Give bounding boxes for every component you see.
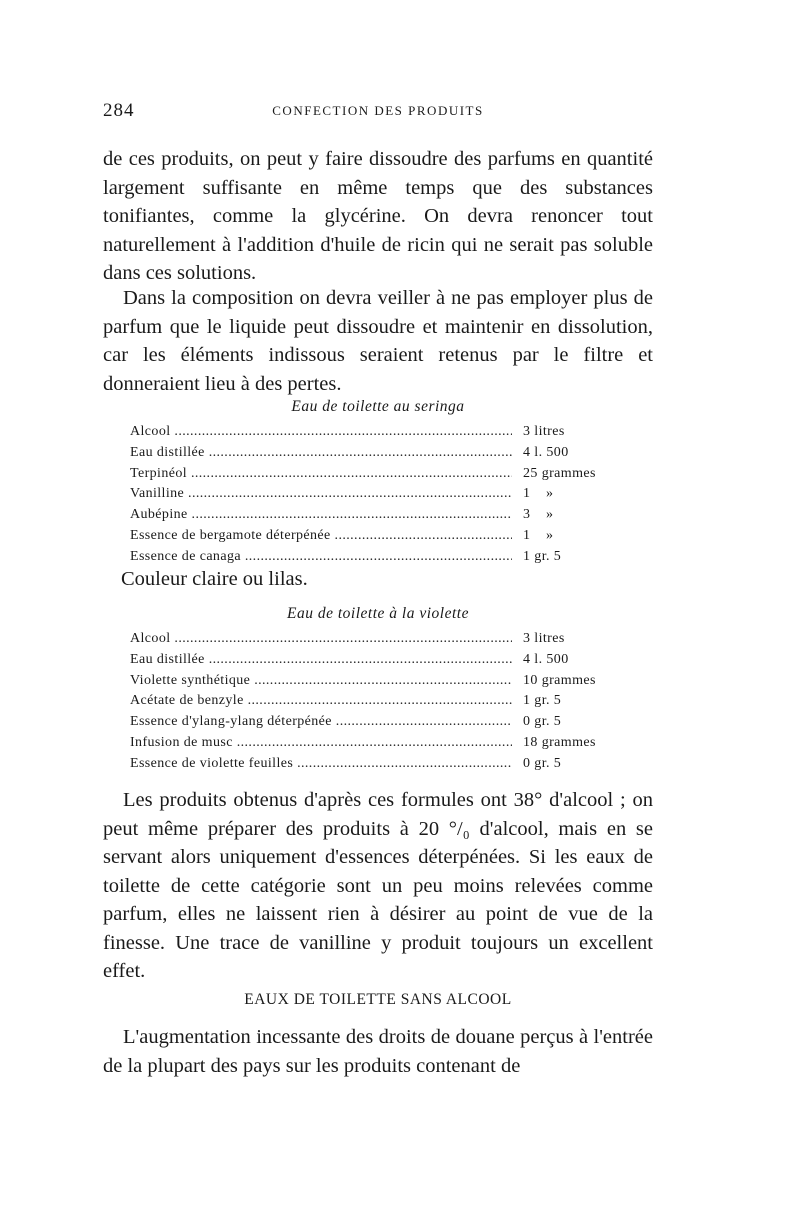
ingredient-row — [130, 526, 650, 547]
ingredient-row — [130, 422, 650, 443]
recipe-list-violette — [130, 629, 650, 775]
ingredient-quantity: 3 litres — [523, 424, 565, 439]
running-head: CONFECTION DES PRODUITS — [272, 103, 484, 118]
ingredient-row — [130, 671, 650, 692]
ingredient-name: Acétate de benzyle ..... — [130, 691, 512, 712]
ingredient-quantity: 1 » — [523, 527, 554, 543]
section-heading: EAUX DE TOILETTE SANS ALCOOL — [244, 991, 512, 1008]
page-header — [103, 100, 653, 124]
ingredient-name: Eau distillée ..... — [130, 443, 512, 464]
ingredient-name: Terpinéol ..... — [130, 464, 512, 485]
ingredient-row — [130, 505, 650, 526]
paragraph-3 — [103, 786, 653, 986]
ingredient-quantity: 3 » — [523, 507, 554, 523]
ingredient-name: Eau distillée ..... — [130, 650, 512, 671]
paragraph-text: Dans la composition on devra veiller à ne pas employer plus de parfum que le liquide peut dissoudre et maintenir en dissolution, car les éléments indissous seraient retenus par le filtre et donneraient lieu à des pertes. — [103, 287, 653, 395]
ingredient-name: Vanilline ..... — [130, 484, 512, 505]
ingredient-name: Essence de canaga ..... — [130, 547, 512, 568]
color-note: Couleur claire ou lilas. — [121, 568, 308, 590]
ingredient-quantity: 3 litres — [523, 631, 565, 646]
ingredient-row — [130, 691, 650, 712]
paragraph-4 — [103, 1023, 653, 1080]
ingredient-quantity: 1 » — [523, 486, 554, 502]
ingredient-name: Violette synthétique ..... — [130, 671, 512, 692]
ingredient-row — [130, 733, 650, 754]
ingredient-quantity: 18 grammes — [523, 734, 596, 750]
ingredient-name: Essence de bergamote déterpénée ..... — [130, 526, 512, 547]
page-number: 284 — [103, 100, 135, 121]
ingredient-row — [130, 754, 650, 775]
ingredient-row — [130, 629, 650, 650]
paragraph-2 — [103, 284, 653, 398]
ingredient-quantity: 1 gr. 5 — [523, 548, 562, 564]
recipe-list-seringa — [130, 422, 650, 568]
ingredient-name: Alcool ..... — [130, 422, 512, 443]
ingredient-quantity: 0 gr. 5 — [523, 714, 562, 730]
ingredient-name: Aubépine ..... — [130, 505, 512, 526]
ingredient-row — [130, 464, 650, 485]
paragraph-1 — [103, 145, 653, 288]
paragraph-text: L'augmentation incessante des droits de douane perçus à l'entrée de la plupart des pays sur les produits contenant de — [103, 1026, 653, 1077]
ingredient-row — [130, 712, 650, 733]
recipe-title-seringa: Eau de toilette au seringa — [291, 398, 465, 415]
ingredient-quantity: 4 l. 500 — [523, 444, 569, 460]
ingredient-name: Infusion de musc ..... — [130, 733, 512, 754]
ingredient-row — [130, 650, 650, 671]
recipe-title-violette: Eau de toilette à la violette — [287, 605, 469, 622]
ingredient-quantity: 1 gr. 5 — [523, 693, 562, 709]
ingredient-quantity: 0 gr. 5 — [523, 755, 562, 771]
ingredient-name: Essence d'ylang-ylang déterpénée ..... — [130, 712, 512, 733]
paragraph-text: de ces produits, on peut y faire dissoudre des parfums en quantité largement suffisante en même temps que des substances tonifiantes, comme la glycérine. On devra renoncer tout naturellement à l'addition d'huile de ricin qui ne serait pas soluble dans ces solutions. — [103, 148, 653, 284]
paragraph-text: Les produits obtenus d'après ces formules ont 38° d'alcool ; on peut même préparer des produits à 20 °/₀ d'alcool, mais en se servant alors uniquement d'essences déterpénées. Si les eaux de toilette de cette catégorie sont un peu moins relevées comme parfum, elles ne laissent rien à désirer au point de vue de la finesse. Une trace de vanilline y produit toujours un excellent effet. — [103, 789, 653, 982]
ingredient-quantity: 10 grammes — [523, 672, 596, 688]
ingredient-name: Alcool ..... — [130, 629, 512, 650]
ingredient-row — [130, 443, 650, 464]
ingredient-row — [130, 484, 650, 505]
ingredient-quantity: 25 grammes — [523, 465, 596, 481]
ingredient-quantity: 4 l. 500 — [523, 651, 569, 667]
ingredient-name: Essence de violette feuilles ..... — [130, 754, 512, 775]
